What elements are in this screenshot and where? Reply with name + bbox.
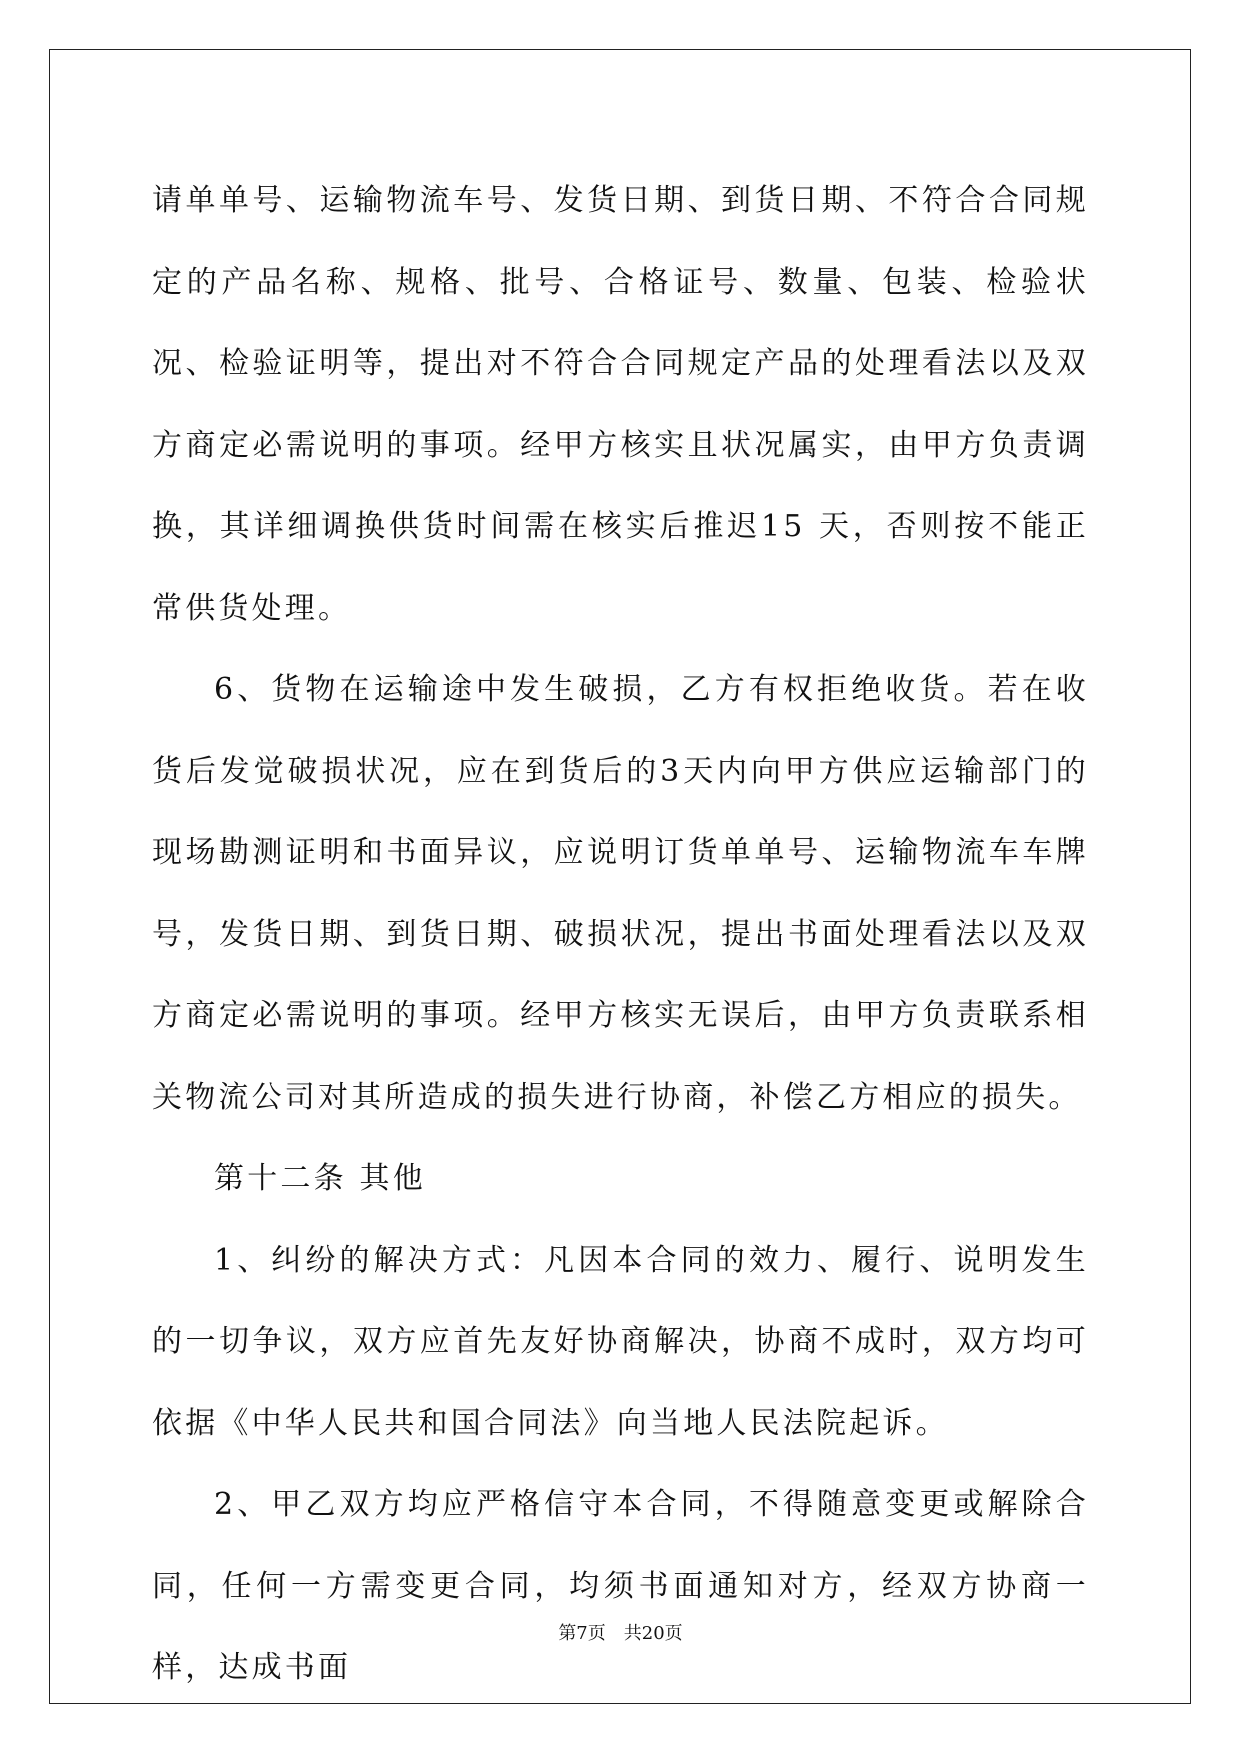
document-body xyxy=(152,160,1089,1709)
paragraph-continued-delivery-terms: 请单单号、运输物流车号、发货日期、到货日期、不符合合同规定的产品名称、规格、批号、合格证号、数量、包装、检验状况、检验证明等，提出对不符合合同规定产品的处理看法以及双方商定必需说明的事项。经甲方核实且状况属实，由甲方负责调换，其详细调换供货时间需在核实后推迟15 天，否则按不能正常供货处理。 xyxy=(152,183,1089,626)
paragraph-clause-6-damage: 6、货物在运输途中发生破损，乙方有权拒绝收货。若在收货后发觉破损状况，应在到货后的3天内向甲方供应运输部门的现场勘测证明和书面异议，应说明订货单单号、运输物流车车牌号，发货日期、到货日期、破损状况，提出书面处理看法以及双方商定必需说明的事项。经甲方核实无误后，由甲方负责联系相关物流公司对其所造成的损失进行协商，补偿乙方相应的损失。 xyxy=(152,672,1089,1115)
page-number: 第7页 xyxy=(558,1623,606,1644)
section-heading-article-12: 第十二条 其他 xyxy=(214,1161,426,1196)
paragraph-clause-1-disputes: 1、纠纷的解决方式：凡因本合同的效力、履行、说明发生的一切争议，双方应首先友好协商解决，协商不成时，双方均可依据《中华人民共和国合同法》向当地人民法院起诉。 xyxy=(152,1242,1089,1441)
page-total: 共20页 xyxy=(623,1623,683,1644)
paragraph-clause-2-contract-changes: 2、甲乙双方均应严格信守本合同，不得随意变更或解除合同，任何一方需变更合同，均须书面通知对方，经双方协商一样，达成书面 xyxy=(152,1487,1089,1685)
page-footer xyxy=(0,1622,1241,1646)
